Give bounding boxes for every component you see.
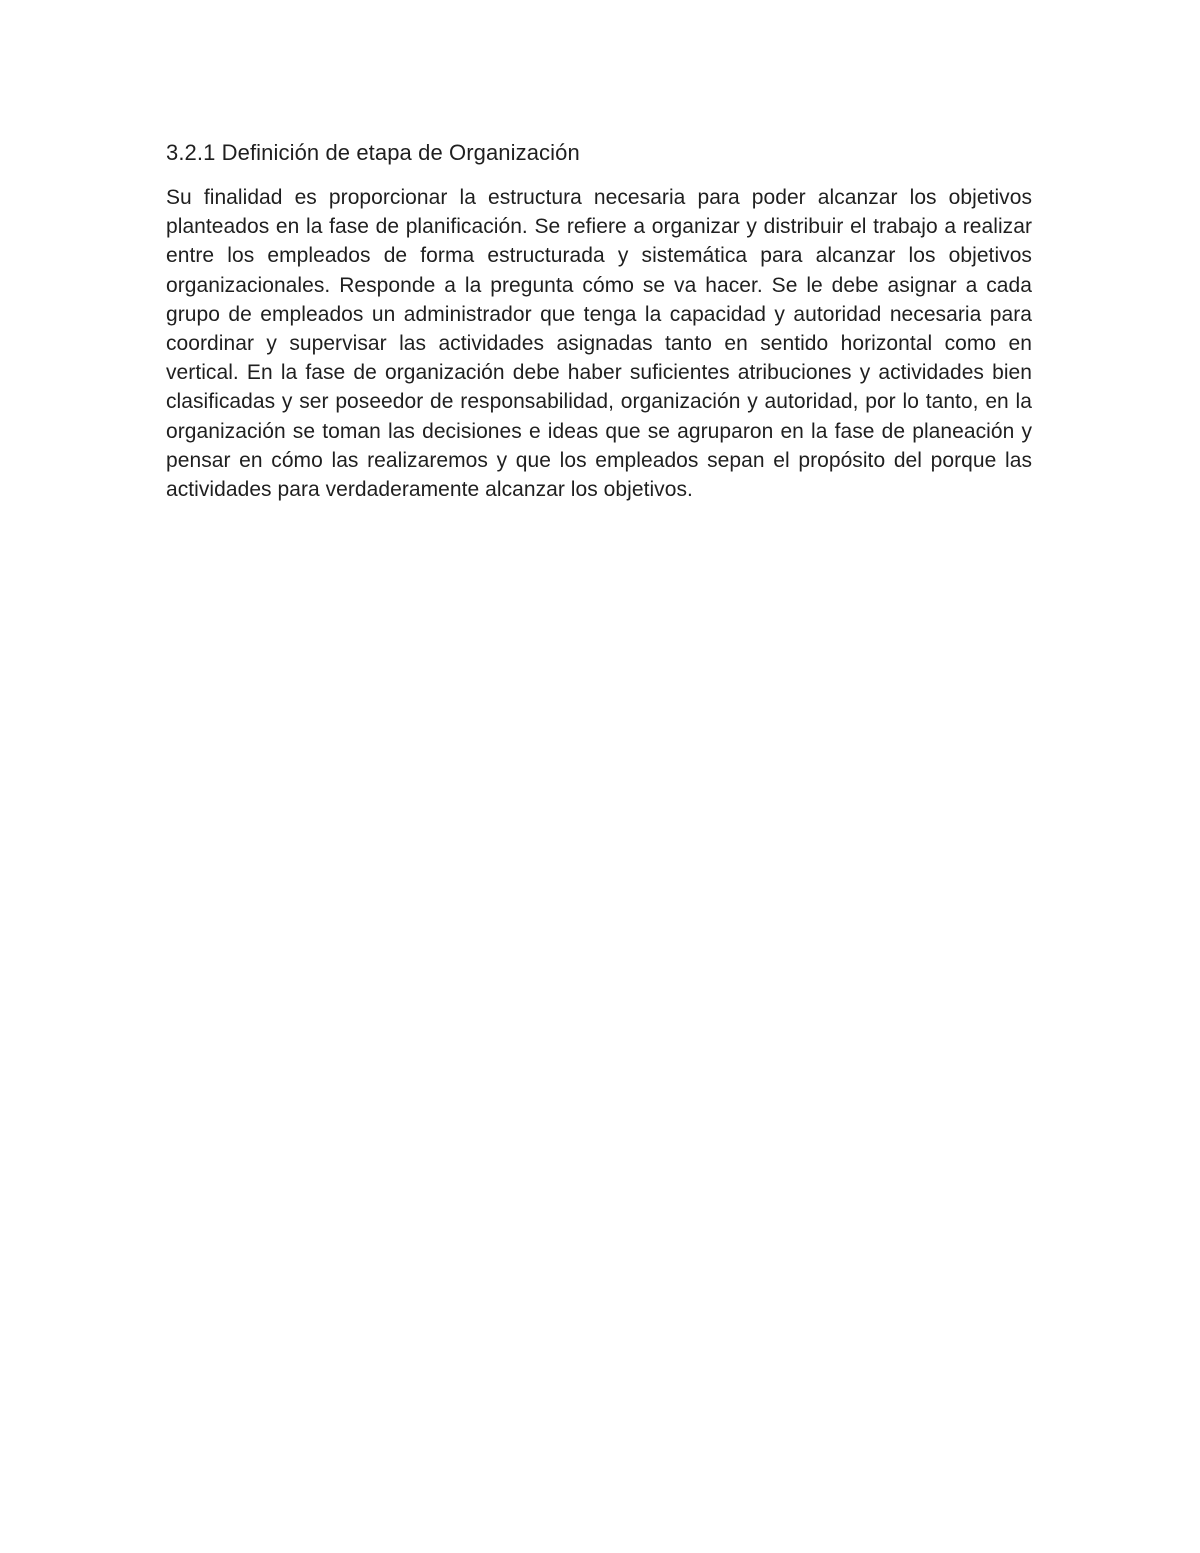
section-heading: 3.2.1 Definición de etapa de Organización: [166, 140, 580, 165]
body-paragraph: Su finalidad es proporcionar la estructura necesaria para poder alcanzar los objetivos planteados en la fase de planificación. Se refiere a organizar y distribuir el trabajo a realizar entre los empleados de forma estructurada y sistemática para alcanzar los objetivos organizacionales. Responde a la pregunta cómo se va hacer. Se le debe asignar a cada grupo de empleados un administrador que tenga la capacidad y autoridad necesaria para coordinar y supervisar las actividades asignadas tanto en sentido horizontal como en vertical. En la fase de organización debe haber suficientes atribuciones y actividades bien clasificadas y ser poseedor de responsabilidad, organización y autoridad, por lo tanto, en la organización se toman las decisiones e ideas que se agruparon en la fase de planeación y pensar en cómo las realizaremos y que los empleados sepan el propósito del porque las actividades para verdaderamente alcanzar los objetivos.: [166, 186, 1032, 502]
document-content: [166, 138, 1032, 504]
